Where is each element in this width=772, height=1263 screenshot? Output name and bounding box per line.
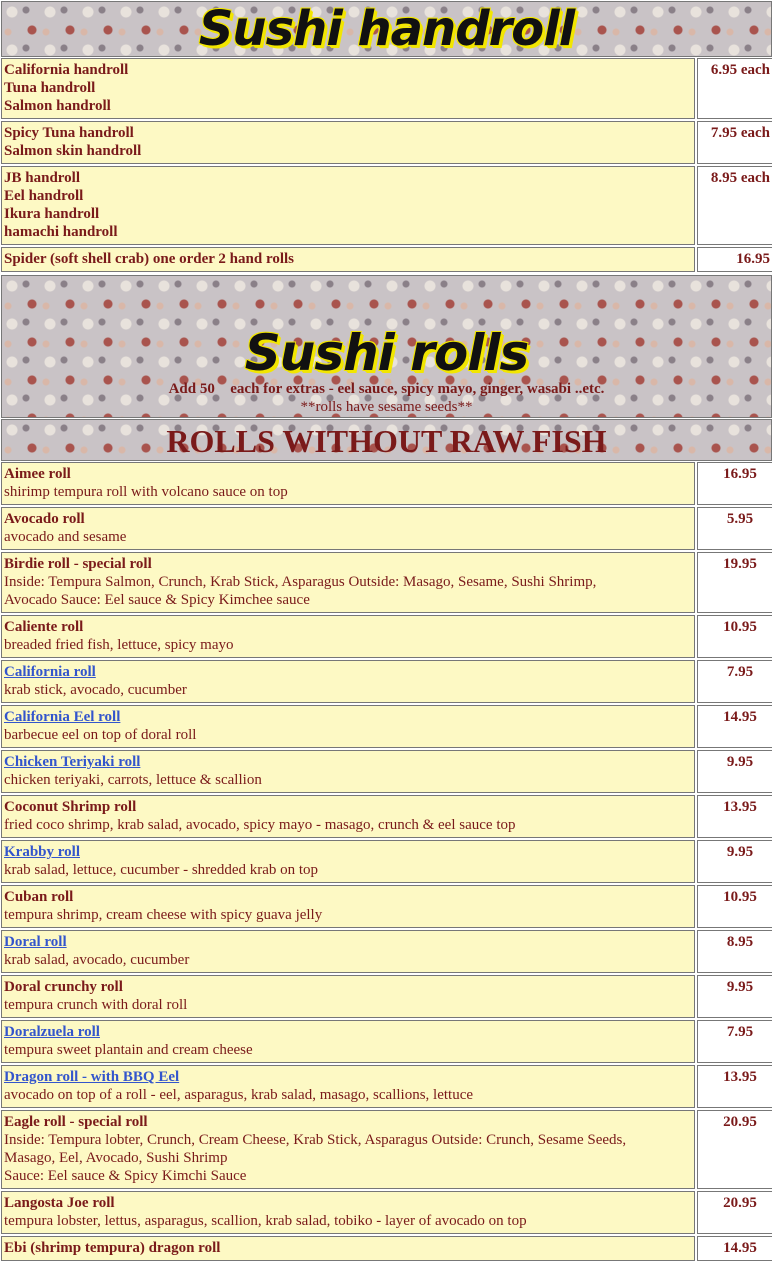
roll-ingredients: Inside: Tempura lobter, Crunch, Cream Cheese, Krab Stick, Asparagus Outside: Crunch, Sesame Seeds, <box>4 1132 627 1148</box>
roll-description-cell <box>1 1020 695 1063</box>
roll-price <box>697 1065 772 1108</box>
handroll-items <box>1 121 695 164</box>
roll-name-link[interactable]: Doral roll <box>4 934 67 950</box>
roll-description-cell <box>1 930 695 973</box>
handroll-item-name: Salmon skin handroll <box>4 143 142 159</box>
section-heading-banner <box>1 419 772 461</box>
handroll-price: 16.95 <box>697 247 772 272</box>
roll-row <box>1 1110 772 1189</box>
rolls-table <box>0 460 772 1263</box>
handroll-price: 7.95 each <box>697 121 772 164</box>
roll-row <box>1 1020 772 1063</box>
roll-name: Doral crunchy roll <box>4 979 123 995</box>
roll-row <box>1 507 772 550</box>
roll-ingredients: tempura crunch with doral roll <box>4 997 188 1013</box>
roll-name: Caliente roll <box>4 619 84 635</box>
roll-ingredients: tempura sweet plantain and cream cheese <box>4 1042 253 1058</box>
roll-price-value: 13.95 <box>723 799 757 815</box>
roll-ingredients: fried coco shrimp, krab salad, avocado, spicy mayo - masago, crunch & eel sauce top <box>4 817 516 833</box>
roll-price <box>697 840 772 883</box>
handroll-items <box>1 247 695 272</box>
roll-price-value: 14.95 <box>723 1240 757 1256</box>
handroll-price: 8.95 each <box>697 166 772 245</box>
handroll-items <box>1 58 695 119</box>
roll-price-value: 13.95 <box>723 1069 757 1085</box>
roll-description-cell <box>1 660 695 703</box>
roll-ingredients: chicken teriyaki, carrots, lettuce & scallion <box>4 772 262 788</box>
roll-name: Ebi (shrimp tempura) dragon roll <box>4 1240 221 1256</box>
roll-description-cell <box>1 795 695 838</box>
handroll-row <box>1 247 772 272</box>
rolls-banner <box>1 275 772 418</box>
roll-ingredients: tempura lobster, lettus, asparagus, scallion, krab salad, tobiko - layer of avocado on top <box>4 1213 527 1229</box>
roll-price-value: 9.95 <box>726 979 754 995</box>
roll-price <box>697 552 772 613</box>
roll-price-value: 5.95 <box>726 511 754 527</box>
handroll-price: 6.95 each <box>697 58 772 119</box>
roll-description-cell <box>1 885 695 928</box>
roll-price-value: 14.95 <box>723 709 757 725</box>
handroll-title: Sushi handroll <box>198 1 575 57</box>
roll-ingredients: Masago, Eel, Avocado, Sushi Shrimp <box>4 1150 228 1166</box>
extras-note: Add 50  each for extras - eel sauce, spicy mayo, ginger, wasabi ..etc. <box>168 381 605 397</box>
roll-name: Avocado roll <box>4 511 85 527</box>
roll-name-link[interactable]: Dragon roll - with BBQ Eel <box>4 1069 180 1085</box>
handroll-row <box>1 121 772 164</box>
roll-name: Coconut Shrimp roll <box>4 799 137 815</box>
section-heading: ROLLS WITHOUT RAW FISH <box>166 423 607 459</box>
roll-ingredients: Inside: Tempura Salmon, Crunch, Krab Stick, Asparagus Outside: Masago, Sesame, Sushi Shrimp, <box>4 574 597 590</box>
roll-row <box>1 885 772 928</box>
roll-description-cell <box>1 975 695 1018</box>
roll-price-value: 9.95 <box>726 754 754 770</box>
roll-price <box>697 705 772 748</box>
rolls-title: Sushi rolls <box>244 324 529 382</box>
roll-name: Cuban roll <box>4 889 74 905</box>
roll-description-cell <box>1 1236 695 1261</box>
roll-row <box>1 975 772 1018</box>
roll-price-value: 7.95 <box>726 664 754 680</box>
roll-price-value: 20.95 <box>723 1114 757 1130</box>
roll-ingredients: avocado and sesame <box>4 529 127 545</box>
roll-description-cell <box>1 462 695 505</box>
handroll-item-name: Spider (soft shell crab) one order 2 hand rolls <box>4 251 295 267</box>
roll-price <box>697 1236 772 1261</box>
roll-row <box>1 462 772 505</box>
handroll-item-name: JB handroll <box>4 170 81 186</box>
roll-price <box>697 462 772 505</box>
roll-row <box>1 1236 772 1261</box>
roll-price-value: 16.95 <box>723 466 757 482</box>
roll-price <box>697 885 772 928</box>
roll-description-cell <box>1 1065 695 1108</box>
roll-price <box>697 795 772 838</box>
handroll-item-name: Ikura handroll <box>4 206 100 222</box>
roll-name-link[interactable]: Krabby roll <box>4 844 80 860</box>
sesame-note: **rolls have sesame seeds** <box>300 399 473 415</box>
roll-row <box>1 795 772 838</box>
roll-ingredients: krab stick, avocado, cucumber <box>4 682 187 698</box>
roll-row <box>1 1191 772 1234</box>
roll-price <box>697 1020 772 1063</box>
roll-price-value: 10.95 <box>723 619 757 635</box>
roll-price-value: 8.95 <box>726 934 754 950</box>
handroll-item-name: hamachi handroll <box>4 224 118 240</box>
roll-price <box>697 1191 772 1234</box>
roll-price-value: 19.95 <box>723 556 757 572</box>
handroll-item-name: Eel handroll <box>4 188 84 204</box>
roll-ingredients: tempura shrimp, cream cheese with spicy guava jelly <box>4 907 323 923</box>
handroll-item-name: California handroll <box>4 62 129 78</box>
roll-price <box>697 507 772 550</box>
roll-description-cell <box>1 615 695 658</box>
roll-price <box>697 975 772 1018</box>
roll-name: Langosta Joe roll <box>4 1195 115 1211</box>
roll-name: Aimee roll <box>4 466 71 482</box>
roll-row <box>1 660 772 703</box>
roll-description-cell <box>1 1191 695 1234</box>
roll-name: Eagle roll - special roll <box>4 1114 148 1130</box>
roll-ingredients: barbecue eel on top of doral roll <box>4 727 197 743</box>
roll-row <box>1 552 772 613</box>
roll-description-cell <box>1 840 695 883</box>
handroll-item-name: Salmon handroll <box>4 98 111 114</box>
roll-description-cell <box>1 750 695 793</box>
roll-ingredients: krab salad, lettuce, cucumber - shredded krab on top <box>4 862 319 878</box>
roll-name-link[interactable]: California Eel roll <box>4 709 121 725</box>
roll-ingredients: Sauce: Eel sauce & Spicy Kimchi Sauce <box>4 1168 247 1184</box>
roll-price-value: 20.95 <box>723 1195 757 1211</box>
roll-ingredients: avocado on top of a roll - eel, asparagus, krab salad, masago, scallions, lettuce <box>4 1087 474 1103</box>
roll-price <box>697 615 772 658</box>
roll-row <box>1 705 772 748</box>
handroll-item-name: Tuna handroll <box>4 80 96 96</box>
roll-name: Birdie roll - special roll <box>4 556 152 572</box>
handroll-row <box>1 58 772 119</box>
roll-price <box>697 750 772 793</box>
roll-description-cell <box>1 507 695 550</box>
roll-row <box>1 840 772 883</box>
roll-description-cell <box>1 705 695 748</box>
roll-ingredients: Avocado Sauce: Eel sauce & Spicy Kimchee sauce <box>4 592 310 608</box>
roll-row <box>1 615 772 658</box>
roll-price-value: 7.95 <box>726 1024 754 1040</box>
roll-price-value: 9.95 <box>726 844 754 860</box>
roll-row <box>1 750 772 793</box>
handroll-items <box>1 166 695 245</box>
roll-row <box>1 930 772 973</box>
handroll-table <box>0 56 772 274</box>
roll-price <box>697 660 772 703</box>
roll-description-cell <box>1 1110 695 1189</box>
roll-description-cell <box>1 552 695 613</box>
roll-name-link[interactable]: Chicken Teriyaki roll <box>4 754 141 770</box>
roll-ingredients: shirimp tempura roll with volcano sauce on top <box>4 484 288 500</box>
roll-name-link[interactable]: Doralzuela roll <box>4 1024 100 1040</box>
menu-page <box>0 1 772 1263</box>
handroll-item-name: Spicy Tuna handroll <box>4 125 134 141</box>
handroll-row <box>1 166 772 245</box>
roll-price <box>697 930 772 973</box>
handroll-banner <box>1 1 772 57</box>
roll-ingredients: krab salad, avocado, cucumber <box>4 952 190 968</box>
roll-price-value: 10.95 <box>723 889 757 905</box>
roll-price <box>697 1110 772 1189</box>
roll-name-link[interactable]: California roll <box>4 664 96 680</box>
roll-ingredients: breaded fried fish, lettuce, spicy mayo <box>4 637 234 653</box>
roll-row <box>1 1065 772 1108</box>
